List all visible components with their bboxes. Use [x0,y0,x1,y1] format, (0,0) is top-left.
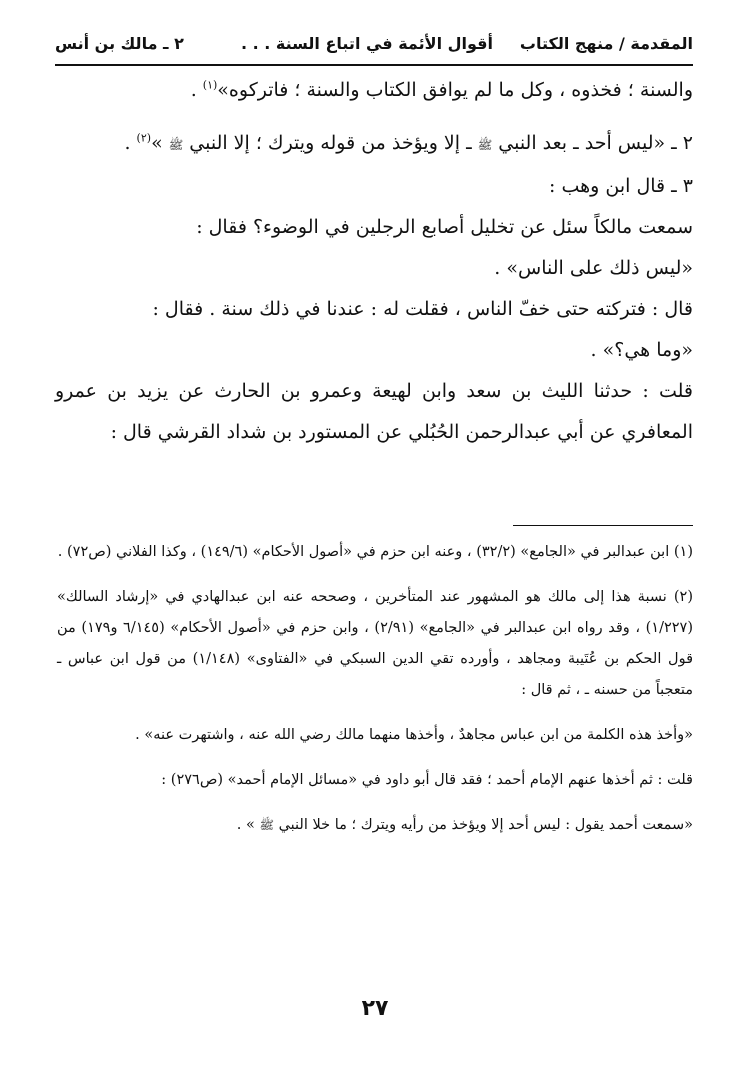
salla-glyph: ﷺ [168,138,184,152]
paragraph-2 [55,123,693,166]
footnote-quote-2-text: «سمعت أحمد يقول : ليس أحد إلا ويؤخذ من رأيه ويترك ؛ ما خلا النبي [273,817,693,833]
salla-glyph: ﷺ [477,138,493,152]
paragraph-8: قلت : حدثنا الليث بن سعد وابن لهيعة وعمرو بن الحارث عن يزيد بن عمرو المعافري عن أبي عبدالرحمن الحُبُلي عن المستورد بن شداد القرشي قال : [55,380,693,443]
paragraph-2-text-b: ـ إلا ويؤخذ من قوله ويترك ؛ إلا النبي [183,132,478,154]
paragraph-5: «ليس ذلك على الناس» . [494,257,693,279]
footnote-separator [513,525,693,526]
paragraph-3: ٣ ـ قال ابن وهب : [549,175,693,197]
paragraph-6: قال : فتركته حتى خفّ الناس ، فقلت له : عندنا في ذلك سنة . فقال : [152,298,693,320]
header-section: أقوال الأئمة في اتباع السنة . . . [240,34,493,53]
paragraph-2-text-c: » [151,132,169,154]
paragraph-2-end: . [124,132,137,154]
footnotes [57,537,693,841]
running-header [55,30,693,66]
header-subsection: ٢ ـ مالك بن أنس [55,34,184,53]
footnote-comment: قلت : ثم أخذها عنهم الإمام أحمد ؛ فقد قال أبو داود في «مسائل الإمام أحمد» (ص٢٧٦) : [161,772,693,788]
footnote-ref-1: (١) [202,78,218,92]
main-text [55,70,693,453]
footnote-quote-2-end: » . [236,817,260,833]
footnote-ref-2: (٢) [136,131,152,145]
footnote-quote-2 [57,810,693,841]
footnote-1: (١) ابن عبدالبر في «الجامع» (٣٢/٢) ، وعنه ابن حزم في «أصول الأحكام» (١٤٩/٦) ، وكذا الفلاني (ص٧٢) . [57,544,693,560]
paragraph-7: «وما هي؟» . [590,339,693,361]
paragraph-1-end: . [190,79,203,101]
page-number: ٢٧ [361,996,389,1021]
header-chapter: المقدمة / منهج الكتاب [519,34,693,53]
footnote-2: (٢) نسبة هذا إلى مالك هو المشهور عند المتأخرين ، وصححه عنه ابن عبدالهادي في «إرشاد السالك» (١/٢٢٧) ، وقد رواه ابن عبدالبر في «الجامع» (٢/٩١) ، وابن حزم في «أصول الأحكام» (٦/١٤٥ و١٧٩) من قول الحكم بن عُتَيبة ومجاهد ، وأورده تقي الدين السبكي في «الفتاوى» (١/١٤٨) من قول ابن عباس ـ متعجباً من حسنه ـ ، ثم قال : [57,589,693,698]
footnote-quote: «وأخذ هذه الكلمة من ابن عباس مجاهدٌ ، وأخذها منهما مالك رضي الله عنه ، واشتهرت عنه» . [135,727,693,743]
salla-glyph: ﷺ [259,818,274,832]
paragraph-2-text-a: ٢ ـ «ليس أحد ـ بعد النبي [492,132,693,154]
paragraph-1 [55,70,693,111]
paragraph-1-text: والسنة ؛ فخذوه ، وكل ما لم يوافق الكتاب والسنة ؛ فاتركوه» [217,79,693,101]
paragraph-4: سمعت مالكاً سئل عن تخليل أصابع الرجلين في الوضوء؟ فقال : [196,216,693,238]
